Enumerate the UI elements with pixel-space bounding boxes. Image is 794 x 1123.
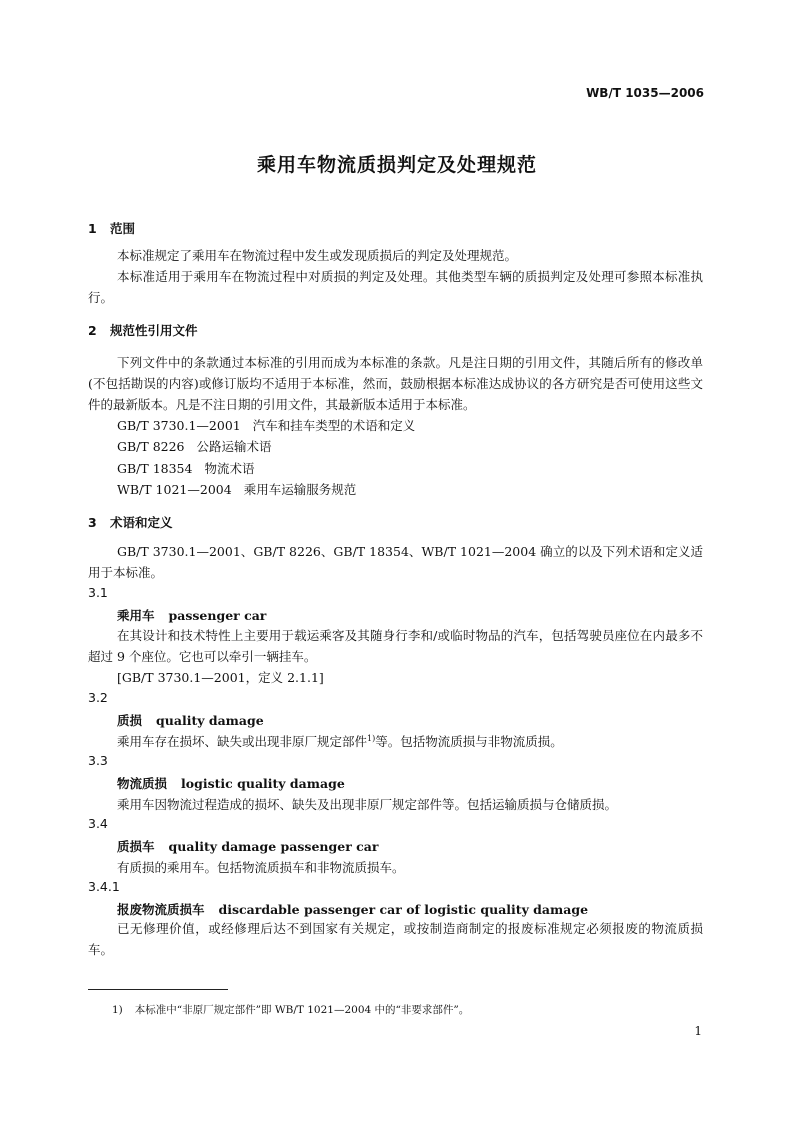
- term-en: quality damage: [156, 713, 264, 728]
- footnote: [112, 1002, 469, 1017]
- section-title: 范围: [110, 221, 136, 236]
- page-number: 1: [694, 1024, 702, 1038]
- section-1-paragraph-2: 本标准适用于乘用车在物流过程中对质损的判定及处理。其他类型车辆的质损判定及处理可参照本标准执行。: [88, 269, 703, 305]
- term-definition: [117, 732, 563, 750]
- reference-code: WB/T 1021—2004: [117, 482, 232, 497]
- section-number: 1: [88, 221, 97, 236]
- document-title: 乘用车物流质损判定及处理规范: [256, 154, 537, 176]
- reference-title: 乘用车运输服务规范: [243, 482, 357, 497]
- reference-item: [117, 416, 415, 434]
- definition-text-a: 乘用车存在损坏、缺失或出现非原厂规定部件: [117, 734, 368, 749]
- term-en: discardable passenger car of logistic quality damage: [218, 902, 589, 917]
- term-cn: 质损车: [117, 839, 155, 854]
- section-3-paragraph-1: GB/T 3730.1—2001、GB/T 8226、GB/T 18354、WB/T 1021—2004 确立的以及下列术语和定义适用于本标准。: [88, 544, 703, 580]
- section-title: 规范性引用文件: [110, 323, 198, 338]
- term-definition: 在其设计和技术特性上主要用于载运乘客及其随身行李和/或临时物品的汽车，包括驾驶员座位在内最多不超过 9 个座位。它也可以牵引一辆挂车。: [88, 628, 703, 664]
- section-title: 术语和定义: [110, 515, 173, 530]
- term-en: logistic quality damage: [181, 776, 345, 791]
- footnote-divider: [88, 989, 228, 990]
- term-heading: [117, 606, 266, 624]
- section-3-heading: [88, 513, 173, 531]
- term-definition: 乘用车因物流过程造成的损坏、缺失及出现非原厂规定部件等。包括运输质损与仓储质损。: [117, 797, 618, 812]
- term-cn: 乘用车: [117, 608, 155, 623]
- reference-item: [117, 437, 272, 455]
- definition-text-b: 等。包括物流质损与非物流质损。: [375, 734, 563, 749]
- reference-code: GB/T 18354: [117, 461, 193, 476]
- term-cn: 物流质损: [117, 776, 168, 791]
- term-heading: [117, 837, 378, 855]
- term-cn: 报废物流质损车: [117, 902, 205, 917]
- term-heading: [117, 711, 264, 729]
- reference-code: GB/T 8226: [117, 439, 185, 454]
- reference-code: GB/T 3730.1—2001: [117, 418, 241, 433]
- term-number: 3.3: [88, 753, 108, 768]
- term-definition: 已无修理价值，或经修理后达不到国家有关规定，或按制造商制定的报废标准规定必须报废的物流质损车。: [88, 921, 703, 957]
- term-number: 3.1: [88, 585, 108, 600]
- reference-title: 汽车和挂车类型的术语和定义: [252, 418, 416, 433]
- section-1-heading: [88, 219, 135, 237]
- footnote-mark: 1): [112, 1004, 123, 1016]
- reference-title: 公路运输术语: [196, 439, 272, 454]
- term-heading: [117, 900, 588, 918]
- term-en: quality damage passenger car: [168, 839, 379, 854]
- footnote-text: 本标准中“非原厂规定部件”即 WB/T 1021—2004 中的“非要求部件”。: [134, 1004, 470, 1016]
- reference-item: [117, 459, 254, 477]
- section-2-paragraph-1: 下列文件中的条款通过本标准的引用而成为本标准的条款。凡是注日期的引用文件，其随后所有的修改单(不包括勘误的内容)或修订版均不适用于本标准，然而，鼓励根据本标准达成协议的各方研究是否可使用这些文件的最新版本。凡是不注日期的引用文件，其最新版本适用于本标准。: [88, 355, 703, 412]
- footnote-ref: 1): [367, 733, 376, 743]
- term-number: 3.4: [88, 816, 108, 831]
- standard-code: WB/T 1035—2006: [586, 86, 704, 100]
- section-2-heading: [88, 321, 198, 339]
- term-number: 3.2: [88, 690, 108, 705]
- section-number: 3: [88, 515, 97, 530]
- section-1-paragraph-1: 本标准规定了乘用车在物流过程中发生或发现质损后的判定及处理规范。: [117, 248, 518, 263]
- term-number: 3.4.1: [88, 879, 120, 894]
- reference-item: [117, 480, 356, 498]
- term-definition: 有质损的乘用车。包括物流质损车和非物流质损车。: [117, 860, 405, 875]
- term-en: passenger car: [168, 608, 267, 623]
- term-source: [GB/T 3730.1—2001，定义 2.1.1]: [117, 670, 324, 685]
- term-cn: 质损: [117, 713, 143, 728]
- term-heading: [117, 774, 345, 792]
- section-number: 2: [88, 323, 97, 338]
- reference-title: 物流术语: [204, 461, 255, 476]
